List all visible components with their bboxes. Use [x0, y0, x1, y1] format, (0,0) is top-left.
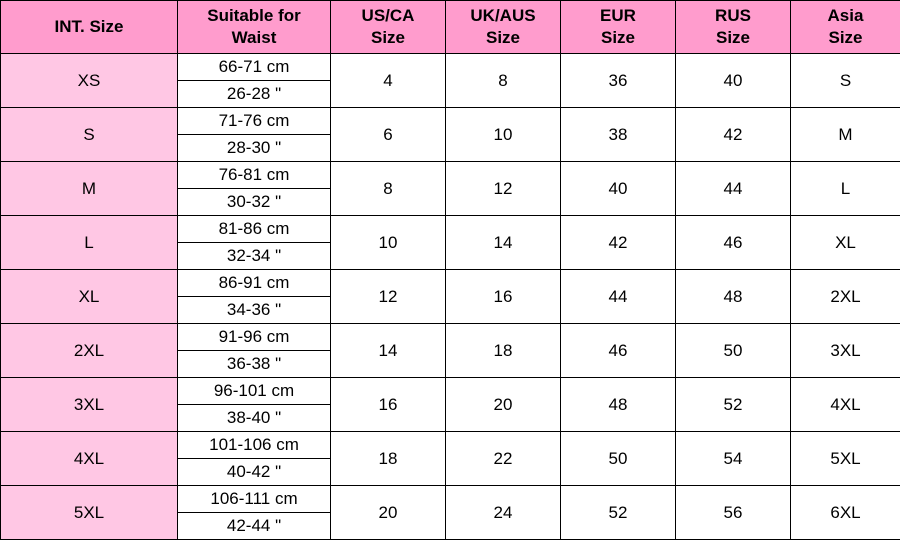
cell-waist-in: 32-34 ": [178, 243, 331, 270]
column-header-ukaus-line-1: UK/AUS: [446, 5, 560, 27]
cell-waist-cm: 71-76 cm: [178, 108, 331, 135]
cell-usca-size: 12: [331, 270, 446, 324]
cell-asia-size: 5XL: [791, 432, 900, 486]
cell-rus-size: 44: [676, 162, 791, 216]
table-row: [1, 216, 900, 243]
cell-asia-size: M: [791, 108, 900, 162]
cell-ukaus-size: 16: [446, 270, 561, 324]
cell-asia-size: 2XL: [791, 270, 900, 324]
cell-usca-size: 4: [331, 54, 446, 108]
column-header-asia-size: [791, 1, 900, 54]
cell-ukaus-size: 24: [446, 486, 561, 540]
cell-ukaus-size: 18: [446, 324, 561, 378]
cell-asia-size: 6XL: [791, 486, 900, 540]
column-header-rus-line-1: RUS: [676, 5, 790, 27]
cell-rus-size: 42: [676, 108, 791, 162]
cell-int-size: XS: [1, 54, 178, 108]
column-header-us-ca-size: [331, 1, 446, 54]
table-row: [1, 54, 900, 81]
cell-eur-size: 36: [561, 54, 676, 108]
cell-waist-cm: 86-91 cm: [178, 270, 331, 297]
cell-usca-size: 16: [331, 378, 446, 432]
cell-ukaus-size: 22: [446, 432, 561, 486]
column-header-ukaus-line-2: Size: [446, 27, 560, 49]
cell-waist-in: 28-30 ": [178, 135, 331, 162]
column-header-waist-line-1: Suitable for: [178, 5, 330, 27]
table-row: [1, 108, 900, 135]
cell-eur-size: 48: [561, 378, 676, 432]
column-header-rus-size: [676, 1, 791, 54]
cell-waist-cm: 91-96 cm: [178, 324, 331, 351]
column-header-int-size-line-1: INT. Size: [1, 16, 177, 38]
cell-int-size: M: [1, 162, 178, 216]
cell-eur-size: 46: [561, 324, 676, 378]
cell-waist-in: 30-32 ": [178, 189, 331, 216]
cell-asia-size: 4XL: [791, 378, 900, 432]
cell-eur-size: 42: [561, 216, 676, 270]
cell-asia-size: L: [791, 162, 900, 216]
cell-waist-cm: 101-106 cm: [178, 432, 331, 459]
column-header-asia-line-2: Size: [791, 27, 900, 49]
cell-waist-cm: 66-71 cm: [178, 54, 331, 81]
table-row: [1, 162, 900, 189]
cell-waist-in: 38-40 ": [178, 405, 331, 432]
cell-waist-cm: 106-111 cm: [178, 486, 331, 513]
cell-int-size: 2XL: [1, 324, 178, 378]
column-header-uk-aus-size: [446, 1, 561, 54]
table-row: [1, 486, 900, 513]
cell-eur-size: 44: [561, 270, 676, 324]
table-row: [1, 324, 900, 351]
cell-rus-size: 54: [676, 432, 791, 486]
cell-eur-size: 40: [561, 162, 676, 216]
cell-eur-size: 38: [561, 108, 676, 162]
table-body: [1, 54, 900, 540]
cell-asia-size: S: [791, 54, 900, 108]
cell-asia-size: XL: [791, 216, 900, 270]
header-row: [1, 1, 900, 54]
cell-rus-size: 40: [676, 54, 791, 108]
cell-int-size: S: [1, 108, 178, 162]
cell-waist-in: 34-36 ": [178, 297, 331, 324]
cell-waist-in: 40-42 ": [178, 459, 331, 486]
column-header-eur-line-1: EUR: [561, 5, 675, 27]
cell-usca-size: 10: [331, 216, 446, 270]
cell-waist-in: 26-28 ": [178, 81, 331, 108]
column-header-rus-line-2: Size: [676, 27, 790, 49]
cell-usca-size: 14: [331, 324, 446, 378]
cell-ukaus-size: 12: [446, 162, 561, 216]
cell-usca-size: 8: [331, 162, 446, 216]
cell-usca-size: 20: [331, 486, 446, 540]
cell-ukaus-size: 10: [446, 108, 561, 162]
cell-waist-cm: 81-86 cm: [178, 216, 331, 243]
cell-int-size: L: [1, 216, 178, 270]
column-header-int-size: [1, 1, 178, 54]
cell-eur-size: 52: [561, 486, 676, 540]
cell-int-size: 4XL: [1, 432, 178, 486]
column-header-eur-size: [561, 1, 676, 54]
cell-rus-size: 52: [676, 378, 791, 432]
column-header-usca-line-2: Size: [331, 27, 445, 49]
cell-rus-size: 50: [676, 324, 791, 378]
cell-waist-in: 42-44 ": [178, 513, 331, 540]
cell-eur-size: 50: [561, 432, 676, 486]
cell-int-size: XL: [1, 270, 178, 324]
cell-int-size: 5XL: [1, 486, 178, 540]
cell-waist-cm: 96-101 cm: [178, 378, 331, 405]
cell-int-size: 3XL: [1, 378, 178, 432]
cell-waist-in: 36-38 ": [178, 351, 331, 378]
table-row: [1, 270, 900, 297]
cell-waist-cm: 76-81 cm: [178, 162, 331, 189]
cell-ukaus-size: 8: [446, 54, 561, 108]
column-header-asia-line-1: Asia: [791, 5, 900, 27]
table-row: [1, 378, 900, 405]
cell-rus-size: 56: [676, 486, 791, 540]
cell-rus-size: 48: [676, 270, 791, 324]
cell-ukaus-size: 20: [446, 378, 561, 432]
cell-usca-size: 6: [331, 108, 446, 162]
column-header-waist-line-2: Waist: [178, 27, 330, 49]
column-header-eur-line-2: Size: [561, 27, 675, 49]
cell-usca-size: 18: [331, 432, 446, 486]
column-header-usca-line-1: US/CA: [331, 5, 445, 27]
cell-asia-size: 3XL: [791, 324, 900, 378]
table-row: [1, 432, 900, 459]
cell-rus-size: 46: [676, 216, 791, 270]
cell-ukaus-size: 14: [446, 216, 561, 270]
column-header-suitable-for-waist: [178, 1, 331, 54]
table-header: [1, 1, 900, 54]
